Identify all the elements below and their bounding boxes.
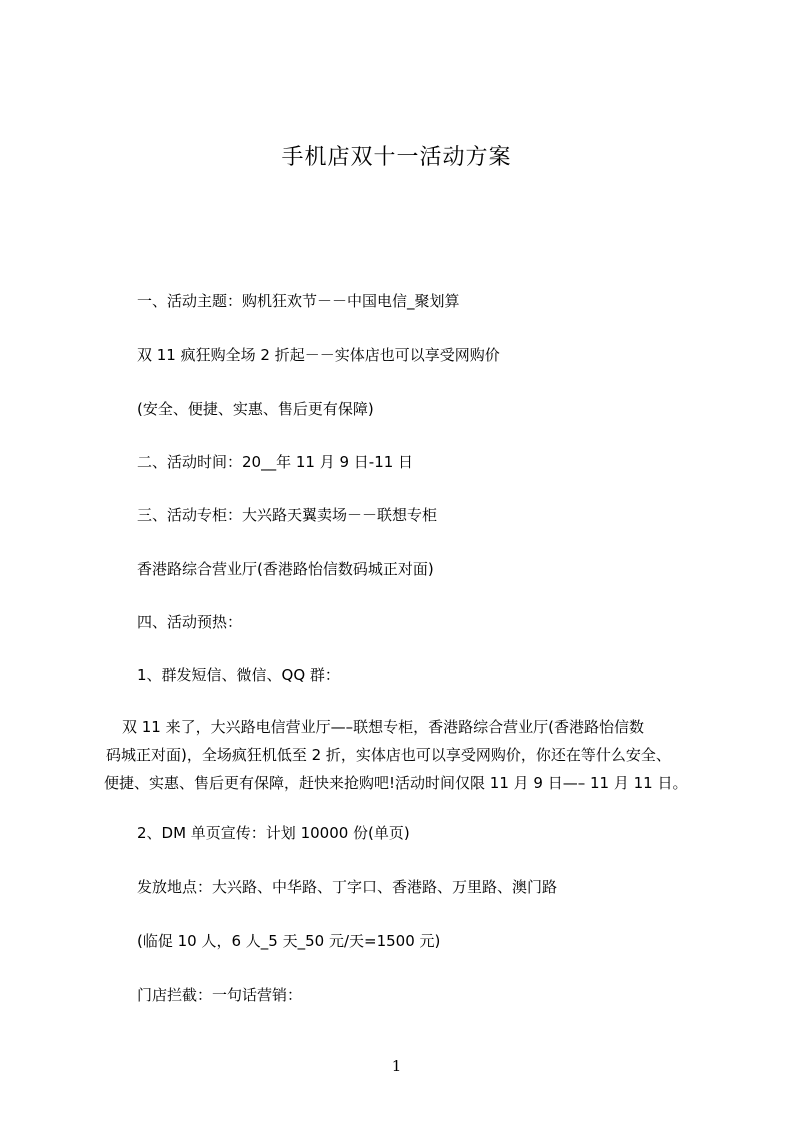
mass-message-heading: 1、群发短信、微信、QQ 群： [137, 666, 340, 684]
activity-counter-line: 三、活动专柜：大兴路天翼卖场－－联想专柜 [137, 506, 438, 524]
page-number: 1 [391, 1057, 402, 1075]
slogan-line: 双 11 疯狂购全场 2 折起－－实体店也可以享受网购价 [137, 346, 500, 364]
paragraph-line: 双 11 来了，大兴路电信营业厅—–联想专柜，香港路综合营业厅(香港路怡信数 [122, 718, 644, 736]
distribution-locations-line: 发放地点：大兴路、中华路、丁字口、香港路、万里路、澳门路 [137, 878, 558, 896]
dm-flyer-line: 2、DM 单页宣传：计划 10000 份(单页) [137, 824, 410, 842]
benefits-line: (安全、便捷、实惠、售后更有保障) [137, 400, 374, 418]
activity-theme-line: 一、活动主题：购机狂欢节－－中国电信_聚划算 [137, 292, 460, 310]
paragraph-line: 码城正对面)，全场疯狂机低至 2 折，实体店也可以享受网购价，你还在等什么安全、 [106, 746, 671, 764]
warmup-heading: 四、活动预热： [137, 613, 243, 631]
store-intercept-line: 门店拦截：一句话营销： [137, 986, 303, 1004]
promoter-cost-line: (临促 10 人，6 人_5 天_50 元/天=1500 元) [137, 932, 441, 950]
paragraph-line: 便捷、实惠、售后更有保障，赶快来抢购吧!活动时间仅限 11 月 9 日—– 11 月 11 日。 [104, 774, 688, 792]
store-location-line: 香港路综合营业厅(香港路怡信数码城正对面) [137, 560, 434, 578]
activity-time-line: 二、活动时间：20__年 11 月 9 日-11 日 [137, 453, 414, 471]
message-paragraph [104, 713, 704, 797]
document-title: 手机店双十一活动方案 [281, 145, 512, 170]
